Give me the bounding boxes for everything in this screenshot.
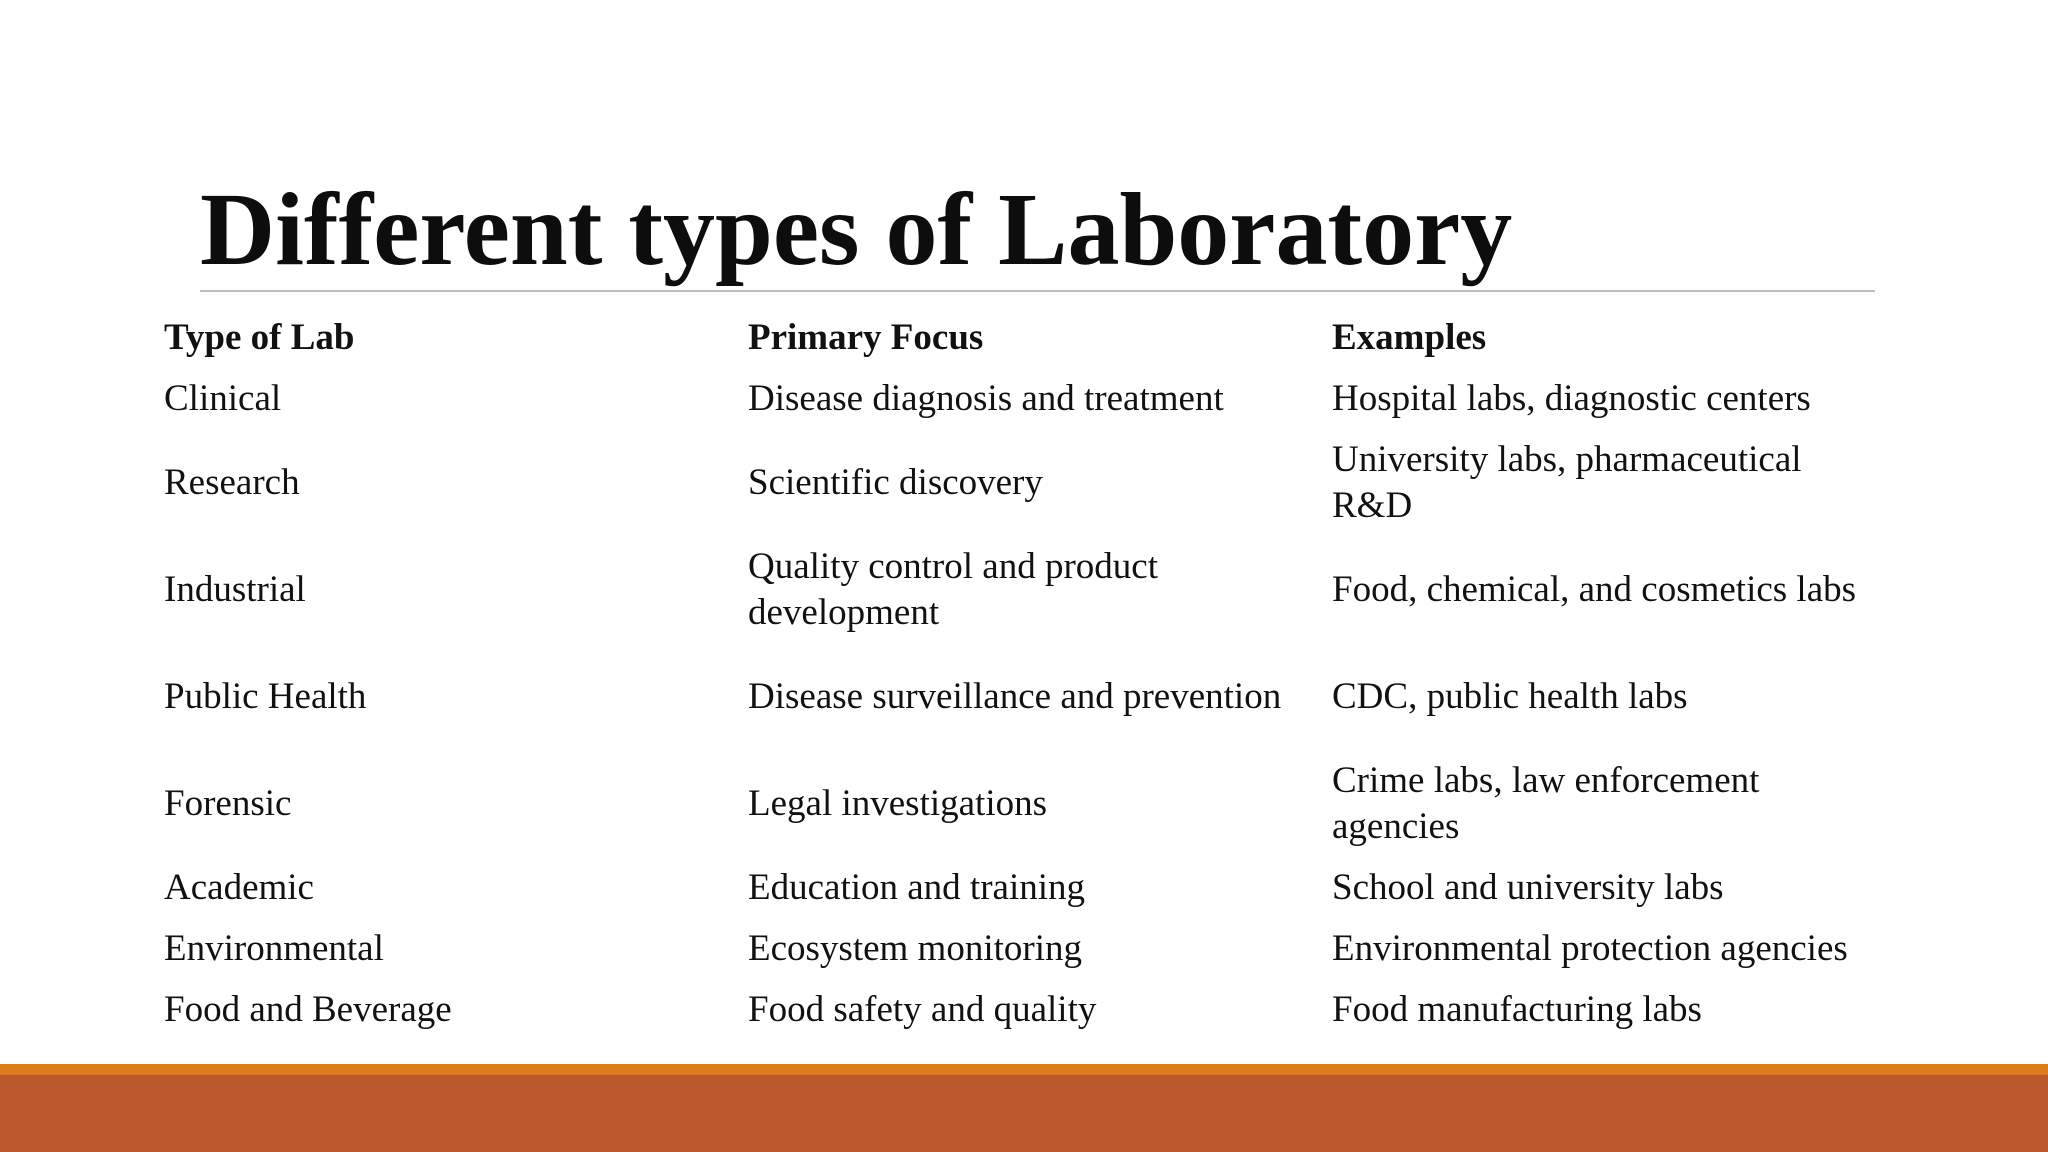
cell-lab-type: Food and Beverage [164, 988, 452, 1030]
cell-lab-type: Environmental [164, 927, 384, 969]
cell-examples: Environmental protection agencies [1332, 927, 1848, 969]
cell-examples: Food, chemical, and cosmetics labs [1332, 568, 1857, 610]
cell-primary-focus: Disease diagnosis and treatment [748, 377, 1224, 419]
table-row [164, 429, 1884, 536]
table-row [164, 918, 1884, 979]
cell-lab-type: Public Health [164, 675, 367, 717]
header-primary-focus: Primary Focus [748, 316, 984, 358]
table-row [164, 979, 1884, 1040]
cell-lab-type: Clinical [164, 377, 282, 419]
cell-primary-focus: Ecosystem monitoring [748, 927, 1082, 969]
table-row [164, 750, 1884, 857]
table-row [164, 368, 1884, 429]
cell-examples: Hospital labs, diagnostic centers [1332, 377, 1811, 419]
footer-bar [0, 1075, 2048, 1152]
footer-accent-stripe [0, 1064, 2048, 1075]
cell-examples: University labs, pharmaceutical R&D [1332, 438, 1802, 526]
cell-lab-type: Industrial [164, 568, 306, 610]
table-header-row [164, 307, 1884, 368]
cell-examples: Crime labs, law enforcement agencies [1332, 759, 1760, 847]
table-row [164, 536, 1884, 643]
slide-title: Different types of Laboratory [200, 172, 1513, 287]
cell-primary-focus: Disease surveillance and prevention [748, 675, 1282, 717]
table-row [164, 857, 1884, 918]
header-examples: Examples [1332, 316, 1487, 358]
title-divider [200, 290, 1875, 292]
table-row [164, 643, 1884, 750]
cell-primary-focus: Food safety and quality [748, 988, 1097, 1030]
lab-types-table [164, 307, 1884, 1040]
cell-lab-type: Research [164, 461, 300, 503]
cell-lab-type: Forensic [164, 782, 292, 824]
cell-primary-focus: Scientific discovery [748, 461, 1043, 503]
header-type-of-lab: Type of Lab [164, 316, 355, 358]
cell-examples: CDC, public health labs [1332, 675, 1688, 717]
cell-examples: Food manufacturing labs [1332, 988, 1702, 1030]
cell-primary-focus: Quality control and product development [748, 545, 1158, 633]
cell-primary-focus: Education and training [748, 866, 1086, 908]
cell-lab-type: Academic [164, 866, 314, 908]
cell-primary-focus: Legal investigations [748, 782, 1048, 824]
cell-examples: School and university labs [1332, 866, 1724, 908]
